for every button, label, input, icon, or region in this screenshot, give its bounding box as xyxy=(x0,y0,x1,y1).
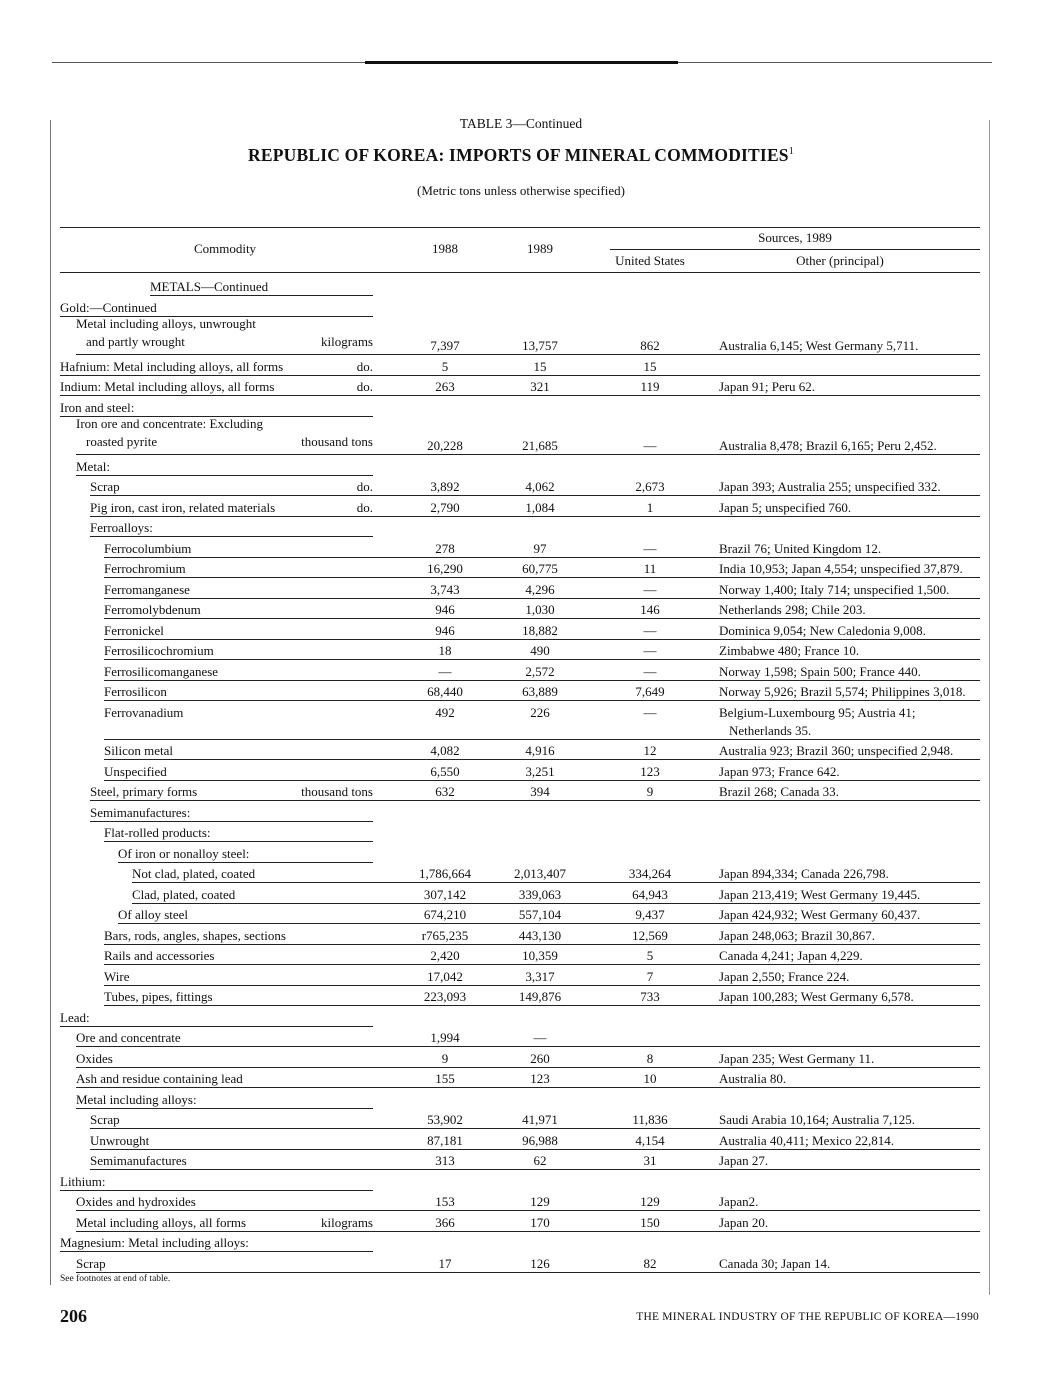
value-1989: 1,030 xyxy=(525,602,555,617)
value-1989: 339,063 xyxy=(518,886,562,902)
table-row xyxy=(60,475,980,495)
table-row xyxy=(60,842,980,862)
other-sources: Australia 80. xyxy=(719,1071,787,1086)
commodity-label: Hafnium: Metal including alloys, all forms xyxy=(60,358,284,374)
table-row xyxy=(60,801,980,821)
table-row xyxy=(60,821,980,841)
value-1988: 6,550 xyxy=(430,763,460,779)
commodity-label: Ferrosilicomanganese xyxy=(104,663,219,679)
commodity-label: Unwrought xyxy=(90,1132,150,1148)
value-1988: 18 xyxy=(438,643,452,658)
table-number: TABLE 3—Continued xyxy=(459,116,583,131)
value-1988: 153 xyxy=(435,1194,455,1209)
table-row xyxy=(60,1231,980,1251)
value-united-states: 1 xyxy=(646,499,654,515)
other-sources: Japan2. xyxy=(719,1194,759,1209)
unit-label: kilograms xyxy=(321,334,373,349)
commodity-label: Unspecified xyxy=(104,763,167,779)
value-1989: 41,971 xyxy=(522,1112,558,1127)
value-united-states: — xyxy=(643,540,657,556)
other-sources: Brazil 76; United Kingdom 12. xyxy=(719,540,882,556)
other-sources: Japan 213,419; West Germany 19,445. xyxy=(719,886,921,902)
other-sources: Japan 2,550; France 224. xyxy=(719,968,850,984)
value-1989: 18,882 xyxy=(522,622,558,638)
other-sources: Australia 923; Brazil 360; unspecified 2,948. xyxy=(719,743,954,758)
table-row xyxy=(60,578,980,598)
value-1988: 53,902 xyxy=(427,1112,463,1127)
table-row xyxy=(60,680,980,700)
value-united-states: 129 xyxy=(640,1194,660,1209)
commodity-label-continued: and partly wrought xyxy=(86,334,185,349)
sources-underline xyxy=(610,249,980,250)
commodity-label: Silicon metal xyxy=(104,743,173,758)
other-sources: Brazil 268; Canada 33. xyxy=(719,784,839,799)
table-row xyxy=(60,1211,980,1231)
value-united-states: 4,154 xyxy=(635,1132,665,1148)
value-1989: 3,317 xyxy=(525,968,555,984)
other-sources: Japan 5; unspecified 760. xyxy=(719,499,852,515)
table-row xyxy=(60,619,980,639)
value-1988: 946 xyxy=(435,602,455,617)
value-united-states: 146 xyxy=(640,602,660,617)
value-united-states: — xyxy=(643,704,657,720)
value-1989: 149,876 xyxy=(518,989,562,1004)
right-margin-line xyxy=(989,120,990,1295)
value-1988: 68,440 xyxy=(427,684,463,699)
unit-label: do. xyxy=(356,499,373,515)
commodity-label: Magnesium: Metal including alloys: xyxy=(60,1235,249,1250)
running-footer: THE MINERAL INDUSTRY OF THE REPUBLIC OF KOREA—1990 xyxy=(636,1311,979,1323)
value-united-states: 862 xyxy=(640,338,660,353)
value-1989: 96,988 xyxy=(522,1132,558,1148)
value-1989: — xyxy=(533,1030,547,1045)
commodity-label: Semimanufactures xyxy=(90,1153,187,1168)
table-row xyxy=(60,924,980,944)
other-sources: Japan 973; France 642. xyxy=(719,763,840,779)
left-margin-line xyxy=(50,120,51,1285)
value-1989: 123 xyxy=(530,1071,550,1086)
table-row xyxy=(60,316,980,354)
commodity-label: Clad, plated, coated xyxy=(132,886,236,902)
value-united-states: 8 xyxy=(646,1050,654,1066)
value-united-states: 7,649 xyxy=(635,684,665,699)
value-united-states: — xyxy=(643,581,657,597)
table-row xyxy=(60,496,980,516)
other-sources: Australia 6,145; West Germany 5,711. xyxy=(719,338,919,353)
value-1989: 443,130 xyxy=(518,927,562,943)
table-row xyxy=(60,1149,980,1169)
table-row xyxy=(60,1252,980,1272)
value-1989: 63,889 xyxy=(522,684,558,699)
value-1989: 126 xyxy=(530,1255,550,1271)
value-1989: 4,296 xyxy=(525,581,555,597)
value-1988: 366 xyxy=(435,1214,455,1230)
value-1988: 632 xyxy=(435,784,455,799)
table-row xyxy=(60,862,980,882)
value-1988: 307,142 xyxy=(423,886,467,902)
commodity-label: Tubes, pipes, fittings xyxy=(104,989,213,1004)
commodity-label: Ferrosilicochromium xyxy=(104,643,214,658)
title-footnote-marker: 1 xyxy=(788,146,794,158)
value-1988: 1,786,664 xyxy=(419,866,471,881)
commodity-label: Semimanufactures: xyxy=(90,804,191,820)
commodity-label: Scrap xyxy=(90,1112,120,1127)
commodity-label: Steel, primary forms xyxy=(90,784,198,799)
commodity-label: Ferrochromium xyxy=(104,561,186,576)
value-1988: 20,228 xyxy=(427,438,463,453)
other-sources: Norway 1,598; Spain 500; France 440. xyxy=(719,663,921,679)
value-1988: r765,235 xyxy=(421,927,469,943)
commodity-label: Pig iron, cast iron, related materials xyxy=(90,499,276,515)
table-row xyxy=(60,1088,980,1108)
table-row xyxy=(60,1006,980,1026)
other-sources: Dominica 9,054; New Caledonia 9,008. xyxy=(719,622,926,638)
other-sources: Japan 100,283; West Germany 6,578. xyxy=(719,989,914,1004)
commodity-label: Indium: Metal including alloys, all forms xyxy=(60,379,275,394)
header-bottom-rule xyxy=(60,272,980,273)
table-title: REPUBLIC OF KOREA: IMPORTS OF MINERAL COMMODITIES$^1$ xyxy=(248,145,794,165)
page-number: 206 xyxy=(60,1306,87,1326)
value-united-states: — xyxy=(643,438,657,453)
sources-header: Sources, 1989 xyxy=(758,230,832,245)
table-row xyxy=(60,965,980,985)
table-row xyxy=(60,1026,980,1046)
unit-label: kilograms xyxy=(321,1214,373,1230)
unit-label: do. xyxy=(356,379,373,394)
commodity-label: Scrap xyxy=(76,1255,106,1271)
table-row xyxy=(60,985,980,1005)
other-sources: Australia 40,411; Mexico 22,814. xyxy=(719,1132,894,1148)
value-1989: 15 xyxy=(533,358,547,374)
table-row xyxy=(60,1108,980,1128)
other-sources-continued: Netherlands 35. xyxy=(729,722,812,738)
table-subtitle: (Metric tons unless otherwise specified) xyxy=(417,183,625,198)
table-row xyxy=(60,760,980,780)
commodity-label: Lead: xyxy=(60,1009,90,1025)
commodity-label: Metal: xyxy=(76,458,110,474)
value-1989: 13,757 xyxy=(522,338,558,353)
table-row xyxy=(60,701,980,739)
other-sources: Japan 248,063; Brazil 30,867. xyxy=(719,927,875,943)
value-1988: 263 xyxy=(435,379,455,394)
value-united-states: 7 xyxy=(646,968,654,984)
table-row xyxy=(60,537,980,557)
commodity-label: Lithium: xyxy=(60,1173,106,1189)
row-rule xyxy=(76,1272,980,1273)
value-united-states: 2,673 xyxy=(635,479,665,494)
value-1989: 1,084 xyxy=(525,499,555,515)
commodity-label: Not clad, plated, coated xyxy=(132,866,256,881)
other-sources: Japan 894,334; Canada 226,798. xyxy=(719,866,889,881)
value-united-states: — xyxy=(643,643,657,658)
other-sources: Zimbabwe 480; France 10. xyxy=(719,643,860,658)
table-row xyxy=(60,516,980,536)
commodity-label: Ferronickel xyxy=(104,622,164,638)
commodity-label: Of alloy steel xyxy=(118,907,189,922)
value-1988: 1,994 xyxy=(430,1030,460,1045)
table-row xyxy=(60,639,980,659)
other-sources: Belgium-Luxembourg 95; Austria 41; xyxy=(719,704,916,720)
value-1988: 278 xyxy=(435,540,455,556)
commodity-label: Of iron or nonalloy steel: xyxy=(118,845,250,861)
value-1989: 97 xyxy=(533,540,547,556)
commodity-label: Wire xyxy=(104,968,130,984)
table-row xyxy=(60,396,980,416)
value-1989: 170 xyxy=(530,1214,550,1230)
table-row xyxy=(60,1129,980,1149)
table-row xyxy=(60,375,980,395)
value-1988: 5 xyxy=(441,358,449,374)
value-1988: 313 xyxy=(435,1153,455,1168)
table-row xyxy=(60,883,980,903)
table-row xyxy=(60,416,980,454)
value-1989: 4,916 xyxy=(525,743,555,758)
other-sources: Japan 393; Australia 255; unspecified 332. xyxy=(719,479,941,494)
value-1988: 674,210 xyxy=(423,907,467,922)
value-1989: 260 xyxy=(530,1050,550,1066)
value-1989: 226 xyxy=(530,704,550,720)
header-top-rule xyxy=(60,227,980,228)
value-1988: 87,181 xyxy=(427,1132,463,1148)
year-1988-header: 1988 xyxy=(432,241,458,256)
commodity-label: Oxides xyxy=(76,1050,113,1066)
table-row xyxy=(60,1170,980,1190)
value-united-states: 9 xyxy=(646,784,654,799)
top-rule-accent xyxy=(365,61,678,64)
value-1988: 946 xyxy=(435,622,455,638)
value-united-states: 119 xyxy=(640,379,660,394)
table-row xyxy=(60,1047,980,1067)
table-row xyxy=(60,598,980,618)
united-states-header: United States xyxy=(615,253,685,268)
year-1989-header: 1989 xyxy=(527,241,553,256)
commodity-label: Ferromolybdenum xyxy=(104,602,201,617)
value-united-states: 31 xyxy=(643,1153,657,1168)
value-1988: 223,093 xyxy=(423,989,467,1004)
commodity-label: Scrap xyxy=(90,479,120,494)
table-row xyxy=(60,296,980,316)
value-united-states: 5 xyxy=(646,948,654,963)
value-1989: 10,359 xyxy=(522,948,558,963)
value-1988: 9 xyxy=(441,1050,449,1066)
other-sources: Norway 5,926; Brazil 5,574; Philippines 3,018. xyxy=(719,684,966,699)
other-sources: Netherlands 298; Chile 203. xyxy=(719,602,866,617)
value-united-states: 10 xyxy=(643,1071,657,1086)
other-sources: India 10,953; Japan 4,554; unspecified 37,879. xyxy=(719,561,963,576)
value-1989: 3,251 xyxy=(525,763,555,779)
value-1988: 155 xyxy=(435,1071,455,1086)
value-united-states: 9,437 xyxy=(635,907,665,922)
commodity-label: Oxides and hydroxides xyxy=(76,1194,196,1209)
commodity-label: Ore and concentrate xyxy=(76,1030,181,1045)
value-1988: 2,420 xyxy=(430,948,460,963)
commodity-label: METALS—Continued xyxy=(150,279,269,294)
value-1989: 557,104 xyxy=(518,907,562,922)
footnote-note: See footnotes at end of table. xyxy=(60,1274,171,1284)
value-united-states: 150 xyxy=(640,1214,660,1230)
commodity-label: Ferrovanadium xyxy=(104,704,184,720)
value-1989: 4,062 xyxy=(525,479,555,494)
table-row xyxy=(60,660,980,680)
other-sources: Japan 235; West Germany 11. xyxy=(719,1050,875,1066)
value-united-states: 733 xyxy=(640,989,660,1004)
commodity-label: Rails and accessories xyxy=(104,948,215,963)
table-row xyxy=(60,944,980,964)
commodity-label: Gold:—Continued xyxy=(60,299,157,315)
value-1988: — xyxy=(438,663,452,679)
value-united-states: — xyxy=(643,663,657,679)
table-row xyxy=(60,1190,980,1210)
commodity-label: Metal including alloys: xyxy=(76,1091,197,1107)
value-1988: 492 xyxy=(435,704,455,720)
value-1989: 60,775 xyxy=(522,561,558,576)
value-1989: 62 xyxy=(533,1153,547,1168)
value-united-states: 11 xyxy=(643,561,657,576)
table-row xyxy=(60,455,980,475)
commodity-label: Iron ore and concentrate: Excluding xyxy=(76,416,263,431)
value-1989: 2,572 xyxy=(525,663,555,679)
unit-label: thousand tons xyxy=(301,434,373,449)
table-row xyxy=(60,275,980,295)
table-row xyxy=(60,355,980,375)
unit-label: thousand tons xyxy=(301,784,373,799)
value-united-states: — xyxy=(643,622,657,638)
value-united-states: 11,836 xyxy=(632,1112,668,1127)
table-row xyxy=(60,739,980,759)
other-sources: Japan 27. xyxy=(719,1153,769,1168)
commodity-label: Ferrosilicon xyxy=(104,684,167,699)
other-sources: Japan 424,932; West Germany 60,437. xyxy=(719,907,921,922)
value-1988: 17 xyxy=(438,1255,452,1271)
value-1988: 17,042 xyxy=(427,968,463,984)
value-1989: 129 xyxy=(530,1194,550,1209)
value-1988: 7,397 xyxy=(430,338,460,353)
value-1989: 2,013,407 xyxy=(514,866,566,881)
value-united-states: 15 xyxy=(643,358,657,374)
value-united-states: 12,569 xyxy=(632,927,668,943)
value-1989: 321 xyxy=(530,379,550,394)
commodity-label: Ferroalloys: xyxy=(90,520,153,535)
other-sources: Australia 8,478; Brazil 6,165; Peru 2,452. xyxy=(719,438,937,453)
commodity-label: Ferrocolumbium xyxy=(104,540,192,556)
value-1988: 2,790 xyxy=(430,499,460,515)
unit-label: do. xyxy=(356,358,373,374)
value-united-states: 82 xyxy=(643,1255,657,1271)
commodity-label: Flat-rolled products: xyxy=(104,825,211,840)
other-sources: Japan 20. xyxy=(719,1214,769,1230)
table-row xyxy=(60,1067,980,1087)
commodity-label: Ash and residue containing lead xyxy=(76,1071,243,1086)
commodity-label: Ferromanganese xyxy=(104,581,190,597)
other-principal-header: Other (principal) xyxy=(796,253,884,268)
value-1988: 3,743 xyxy=(430,581,460,597)
value-1988: 16,290 xyxy=(427,561,463,576)
other-sources: Canada 4,241; Japan 4,229. xyxy=(719,948,863,963)
commodity-header: Commodity xyxy=(193,241,257,256)
unit-label: do. xyxy=(356,479,373,494)
commodity-label: Iron and steel: xyxy=(60,399,135,415)
value-united-states: 64,943 xyxy=(632,886,668,902)
other-sources: Japan 91; Peru 62. xyxy=(719,379,816,394)
other-sources: Saudi Arabia 10,164; Australia 7,125. xyxy=(719,1112,916,1127)
value-united-states: 12 xyxy=(643,743,657,758)
commodity-label: Metal including alloys, all forms xyxy=(76,1214,247,1230)
value-1988: 3,892 xyxy=(430,479,460,494)
commodity-label: Bars, rods, angles, shapes, sections xyxy=(104,927,286,943)
value-united-states: 123 xyxy=(640,763,660,779)
commodity-label-continued: roasted pyrite xyxy=(86,434,158,449)
commodity-label: Metal including alloys, unwrought xyxy=(76,316,256,331)
value-1989: 21,685 xyxy=(522,438,558,453)
value-united-states: 334,264 xyxy=(628,866,672,881)
table-row xyxy=(60,903,980,923)
table-row xyxy=(60,557,980,577)
table-row xyxy=(60,780,980,800)
value-1989: 394 xyxy=(530,784,550,799)
value-1988: 4,082 xyxy=(430,743,460,758)
value-1989: 490 xyxy=(530,643,550,658)
other-sources: Canada 30; Japan 14. xyxy=(719,1255,831,1271)
other-sources: Norway 1,400; Italy 714; unspecified 1,500. xyxy=(719,581,950,597)
